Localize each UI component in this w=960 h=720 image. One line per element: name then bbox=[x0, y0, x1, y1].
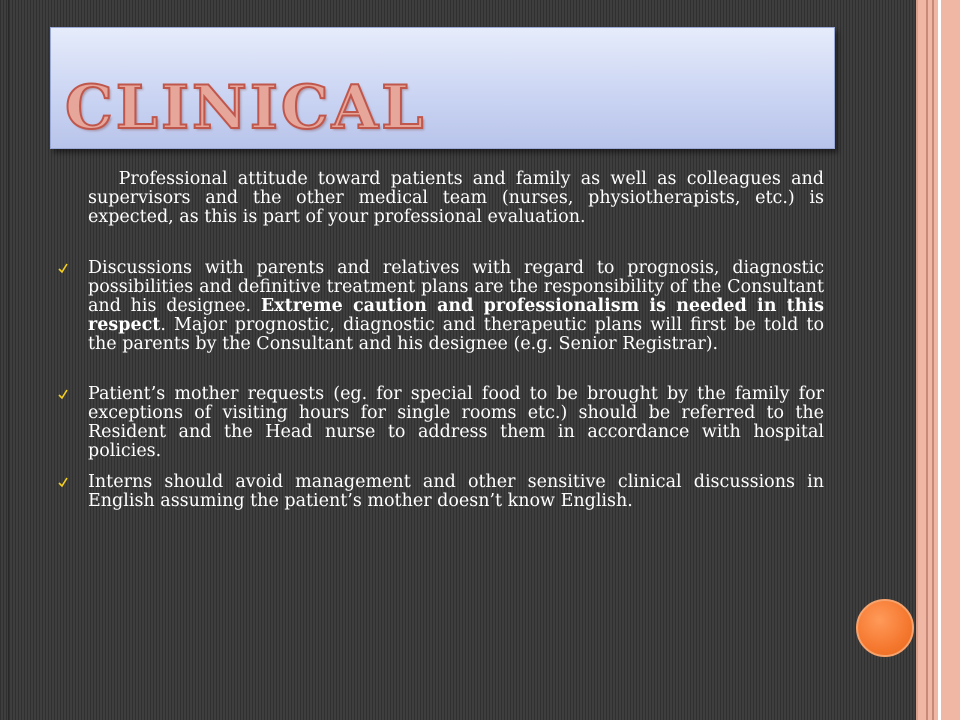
right-decorative-stripe bbox=[916, 0, 960, 720]
slide-body bbox=[88, 170, 824, 511]
checkmark-icon bbox=[58, 388, 68, 400]
bullet-item: Discussions with parents and relatives with regard to prognosis, diagnostic possibilities and definitive treatment plans are the responsibility of the Consultant and his designee. Extreme caution and professionalism is needed in this respect. Major prognostic, diagnostic and therapeutic plans will first be told to the parents by the Consultant and his designee (e.g. Senior Registrar). bbox=[88, 259, 824, 354]
bullet-item: Interns should avoid management and other sensitive clinical discussions in English assuming the patient’s mother doesn’t know English. bbox=[88, 473, 824, 511]
slide-title: CLINICAL bbox=[65, 73, 427, 143]
title-banner bbox=[50, 27, 835, 149]
checkmark-icon bbox=[58, 262, 68, 274]
checkmark-icon bbox=[58, 476, 68, 488]
left-rule bbox=[8, 0, 9, 720]
bullet-item: Patient’s mother requests (eg. for special food to be brought by the family for exceptions of visiting hours for single rooms etc.) should be referred to the Resident and the Head nurse to address them in accordance with hospital policies. bbox=[88, 385, 824, 461]
emphasis-text: Extreme caution and professionalism is needed in this respect bbox=[88, 296, 824, 335]
orange-circle-decoration bbox=[856, 599, 914, 657]
intro-paragraph: Professional attitude toward patients and family as well as colleagues and supervisors and the other medical team (nurses, physiotherapists, etc.) is expected, as this is part of your professional evaluation. bbox=[88, 169, 824, 227]
